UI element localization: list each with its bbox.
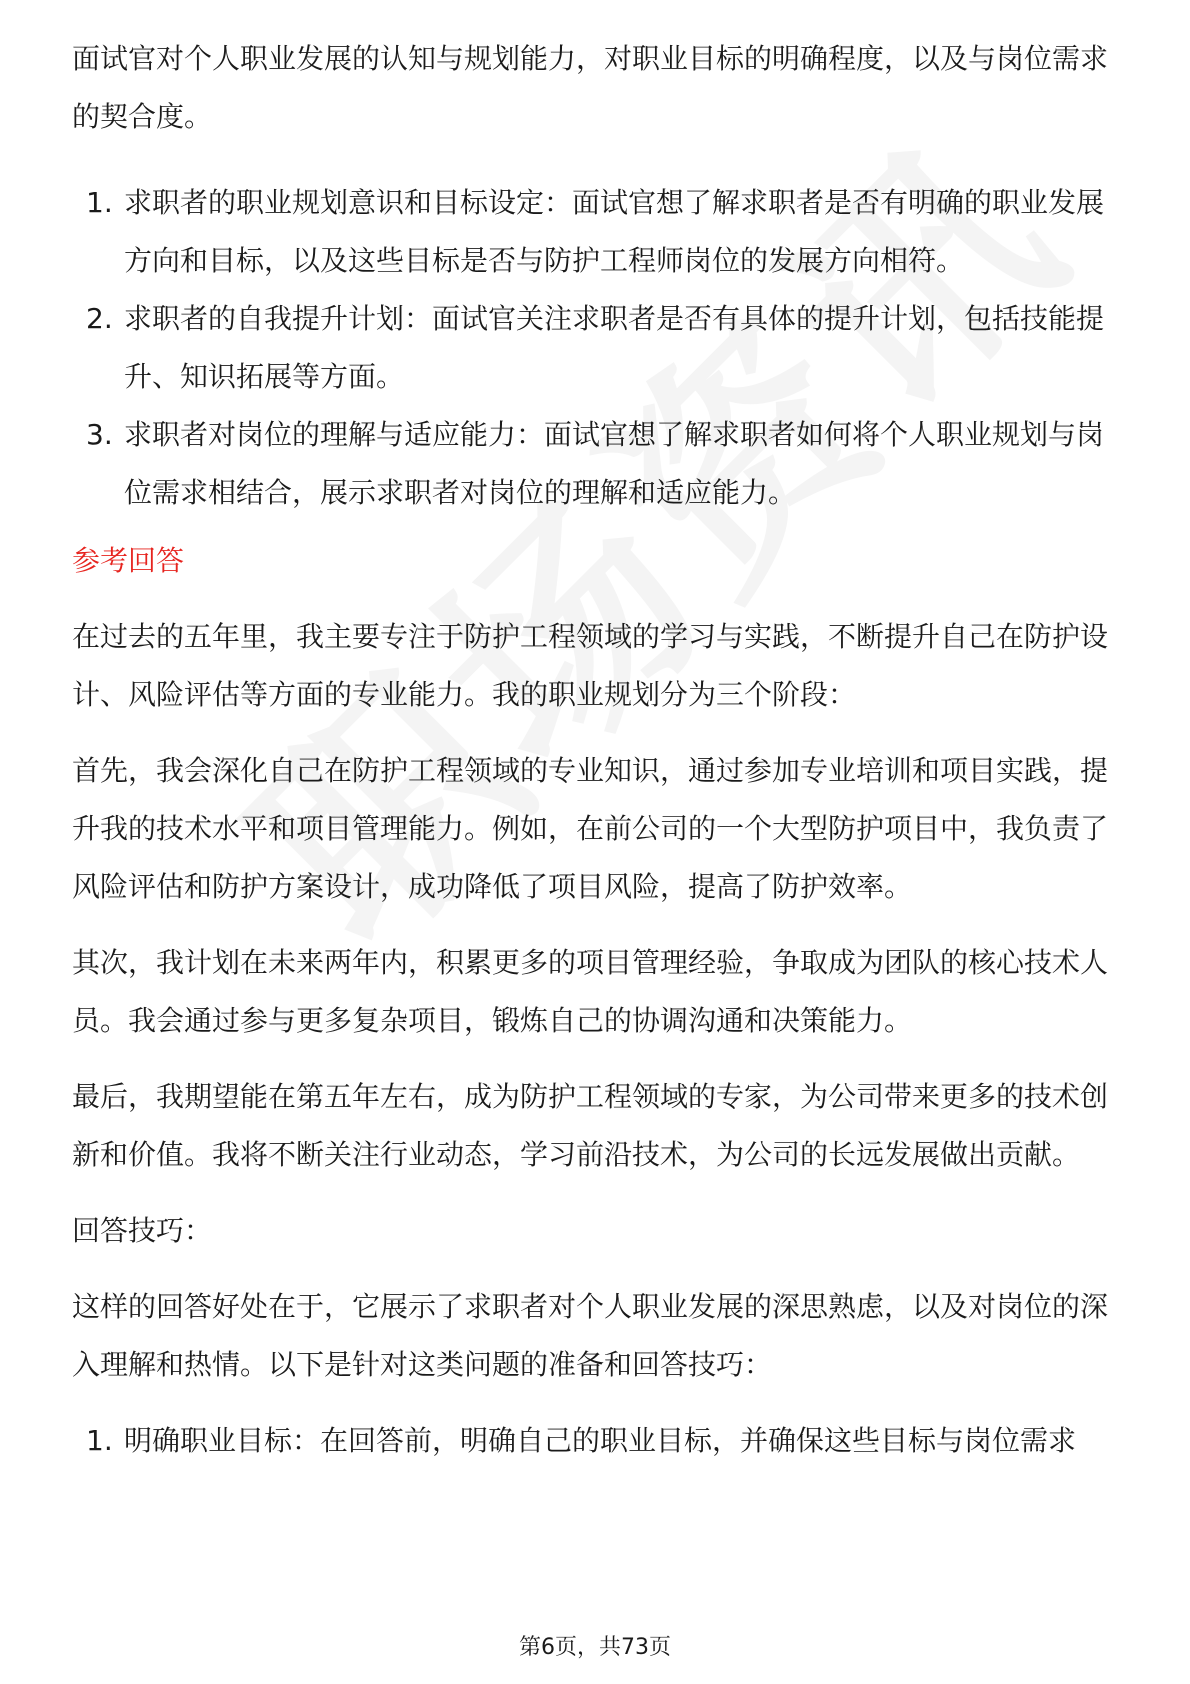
list-item	[72, 406, 1112, 522]
list-number: 1.	[86, 186, 113, 219]
list-item-text: 明确职业目标：在回答前，明确自己的职业目标，并确保这些目标与岗位需求	[124, 1424, 1077, 1457]
focus-list	[72, 174, 1112, 522]
reference-answer-title: 参考回答	[72, 544, 185, 577]
list-item	[72, 290, 1112, 406]
answer-paragraph: 其次，我计划在未来两年内，积累更多的项目管理经验，争取成为团队的核心技术人员。我会通过参与更多复杂项目，锻炼自己的协调沟通和决策能力。	[72, 946, 1109, 1037]
list-item-text: 求职者的自我提升计划：面试官关注求职者是否有具体的提升计划，包括技能提升、知识拓展等方面。	[124, 302, 1105, 393]
list-number: 2.	[86, 302, 113, 335]
list-item	[72, 174, 1112, 290]
tips-intro: 这样的回答好处在于，它展示了求职者对个人职业发展的深思熟虑，以及对岗位的深入理解和热情。以下是针对这类问题的准备和回答技巧：	[72, 1290, 1109, 1381]
intro-paragraph: 面试官对个人职业发展的认知与规划能力，对职业目标的明确程度，以及与岗位需求的契合度。	[72, 42, 1109, 133]
list-item	[72, 1412, 1112, 1470]
page-footer: 第6页，共73页	[519, 1635, 671, 1660]
tips-list	[72, 1412, 1112, 1470]
list-item-text: 求职者的职业规划意识和目标设定：面试官想了解求职者是否有明确的职业发展方向和目标，以及这些目标是否与防护工程师岗位的发展方向相符。	[124, 186, 1105, 277]
page-content	[72, 0, 1112, 1470]
answer-paragraph: 在过去的五年里，我主要专注于防护工程领域的学习与实践，不断提升自己在防护设计、风险评估等方面的专业能力。我的职业规划分为三个阶段：	[72, 620, 1109, 711]
list-number: 3.	[86, 418, 113, 451]
list-item-text: 求职者对岗位的理解与适应能力：面试官想了解求职者如何将个人职业规划与岗位需求相结合，展示求职者对岗位的理解和适应能力。	[124, 418, 1105, 509]
answer-paragraph: 首先，我会深化自己在防护工程领域的专业知识，通过参加专业培训和项目实践，提升我的技术水平和项目管理能力。例如，在前公司的一个大型防护项目中，我负责了风险评估和防护方案设计，成功降低了项目风险，提高了防护效率。	[72, 754, 1109, 903]
tips-heading: 回答技巧：	[72, 1214, 213, 1247]
answer-paragraph: 最后，我期望能在第五年左右，成为防护工程领域的专家，为公司带来更多的技术创新和价值。我将不断关注行业动态，学习前沿技术，为公司的长远发展做出贡献。	[72, 1080, 1109, 1171]
list-number: 1.	[86, 1424, 113, 1457]
